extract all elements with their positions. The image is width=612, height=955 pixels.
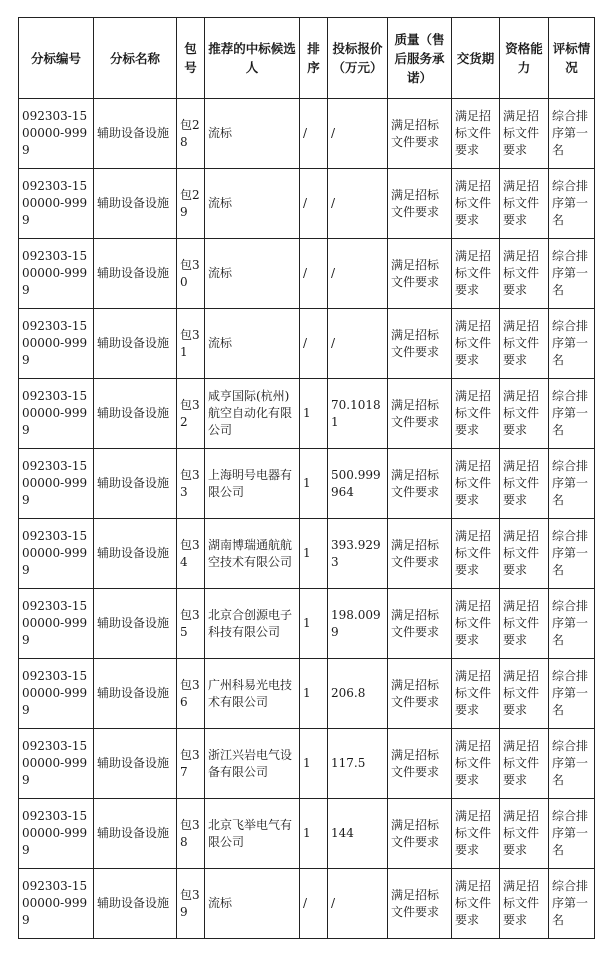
- delivery-cell: 满足招标文件要求: [452, 169, 500, 239]
- package-number-cell: 包36: [177, 659, 205, 729]
- qualification-cell: 满足招标文件要求: [500, 869, 549, 939]
- lot-name-cell: 辅助设备设施: [94, 869, 177, 939]
- bid-price-cell: 70.10181: [328, 379, 388, 449]
- table-row: [19, 519, 595, 589]
- header-rank: 排序: [300, 18, 328, 99]
- bid-price-cell: 393.9293: [328, 519, 388, 589]
- candidate-cell: 湖南博瑞通航航空技术有限公司: [205, 519, 300, 589]
- quality-cell: 满足招标文件要求: [388, 239, 452, 309]
- quality-cell: 满足招标文件要求: [388, 729, 452, 799]
- lot-number-cell: 092303-1500000-9999: [19, 99, 94, 169]
- qualification-cell: 满足招标文件要求: [500, 519, 549, 589]
- candidate-cell: 流标: [205, 239, 300, 309]
- lot-name-cell: 辅助设备设施: [94, 169, 177, 239]
- bid-price-cell: /: [328, 869, 388, 939]
- rank-cell: 1: [300, 799, 328, 869]
- evaluation-cell: 综合排序第一名: [549, 99, 595, 169]
- table-row: [19, 169, 595, 239]
- package-number-cell: 包33: [177, 449, 205, 519]
- lot-number-cell: 092303-1500000-9999: [19, 379, 94, 449]
- evaluation-cell: 综合排序第一名: [549, 309, 595, 379]
- header-quality: 质量（售后服务承诺）: [388, 18, 452, 99]
- evaluation-cell: 综合排序第一名: [549, 379, 595, 449]
- candidate-cell: 咸亨国际(杭州)航空自动化有限公司: [205, 379, 300, 449]
- quality-cell: 满足招标文件要求: [388, 519, 452, 589]
- evaluation-cell: 综合排序第一名: [549, 729, 595, 799]
- table-row: [19, 729, 595, 799]
- qualification-cell: 满足招标文件要求: [500, 169, 549, 239]
- lot-number-cell: 092303-1500000-9999: [19, 239, 94, 309]
- package-number-cell: 包34: [177, 519, 205, 589]
- evaluation-cell: 综合排序第一名: [549, 239, 595, 309]
- evaluation-cell: 综合排序第一名: [549, 589, 595, 659]
- header-lot-number: 分标编号: [19, 18, 94, 99]
- candidate-cell: 流标: [205, 169, 300, 239]
- bid-price-cell: /: [328, 239, 388, 309]
- qualification-cell: 满足招标文件要求: [500, 729, 549, 799]
- rank-cell: 1: [300, 449, 328, 519]
- lot-number-cell: 092303-1500000-9999: [19, 729, 94, 799]
- candidate-cell: 北京合创源电子科技有限公司: [205, 589, 300, 659]
- evaluation-cell: 综合排序第一名: [549, 449, 595, 519]
- lot-number-cell: 092303-1500000-9999: [19, 659, 94, 729]
- quality-cell: 满足招标文件要求: [388, 659, 452, 729]
- delivery-cell: 满足招标文件要求: [452, 519, 500, 589]
- delivery-cell: 满足招标文件要求: [452, 379, 500, 449]
- header-evaluation: 评标情况: [549, 18, 595, 99]
- rank-cell: /: [300, 309, 328, 379]
- lot-number-cell: 092303-1500000-9999: [19, 869, 94, 939]
- delivery-cell: 满足招标文件要求: [452, 449, 500, 519]
- table-row: [19, 449, 595, 519]
- bid-price-cell: 144: [328, 799, 388, 869]
- rank-cell: /: [300, 869, 328, 939]
- qualification-cell: 满足招标文件要求: [500, 379, 549, 449]
- lot-name-cell: 辅助设备设施: [94, 519, 177, 589]
- delivery-cell: 满足招标文件要求: [452, 729, 500, 799]
- qualification-cell: 满足招标文件要求: [500, 589, 549, 659]
- rank-cell: /: [300, 239, 328, 309]
- table-header-row: [19, 18, 595, 99]
- delivery-cell: 满足招标文件要求: [452, 589, 500, 659]
- evaluation-cell: 综合排序第一名: [549, 869, 595, 939]
- candidate-cell: 上海明号电器有限公司: [205, 449, 300, 519]
- qualification-cell: 满足招标文件要求: [500, 799, 549, 869]
- evaluation-cell: 综合排序第一名: [549, 519, 595, 589]
- package-number-cell: 包37: [177, 729, 205, 799]
- bid-price-cell: /: [328, 99, 388, 169]
- table-row: [19, 379, 595, 449]
- bid-results-table: [18, 17, 595, 939]
- table-row: [19, 659, 595, 729]
- rank-cell: 1: [300, 659, 328, 729]
- qualification-cell: 满足招标文件要求: [500, 659, 549, 729]
- delivery-cell: 满足招标文件要求: [452, 659, 500, 729]
- lot-name-cell: 辅助设备设施: [94, 799, 177, 869]
- candidate-cell: 广州科易光电技术有限公司: [205, 659, 300, 729]
- candidate-cell: 流标: [205, 869, 300, 939]
- lot-number-cell: 092303-1500000-9999: [19, 589, 94, 659]
- package-number-cell: 包30: [177, 239, 205, 309]
- quality-cell: 满足招标文件要求: [388, 169, 452, 239]
- quality-cell: 满足招标文件要求: [388, 309, 452, 379]
- lot-name-cell: 辅助设备设施: [94, 659, 177, 729]
- package-number-cell: 包28: [177, 99, 205, 169]
- bid-price-cell: /: [328, 309, 388, 379]
- rank-cell: 1: [300, 519, 328, 589]
- lot-name-cell: 辅助设备设施: [94, 99, 177, 169]
- bid-price-cell: 500.999964: [328, 449, 388, 519]
- qualification-cell: 满足招标文件要求: [500, 239, 549, 309]
- header-package-number: 包号: [177, 18, 205, 99]
- lot-name-cell: 辅助设备设施: [94, 449, 177, 519]
- bid-price-cell: 117.5: [328, 729, 388, 799]
- evaluation-cell: 综合排序第一名: [549, 659, 595, 729]
- delivery-cell: 满足招标文件要求: [452, 309, 500, 379]
- table-row: [19, 869, 595, 939]
- table-row: [19, 799, 595, 869]
- table-row: [19, 309, 595, 379]
- bid-price-cell: 206.8: [328, 659, 388, 729]
- table-row: [19, 589, 595, 659]
- header-delivery: 交货期: [452, 18, 500, 99]
- bid-price-cell: /: [328, 169, 388, 239]
- delivery-cell: 满足招标文件要求: [452, 799, 500, 869]
- candidate-cell: 浙江兴岩电气设备有限公司: [205, 729, 300, 799]
- table-row: [19, 239, 595, 309]
- candidate-cell: 流标: [205, 99, 300, 169]
- quality-cell: 满足招标文件要求: [388, 869, 452, 939]
- lot-name-cell: 辅助设备设施: [94, 729, 177, 799]
- quality-cell: 满足招标文件要求: [388, 379, 452, 449]
- candidate-cell: 北京飞举电气有限公司: [205, 799, 300, 869]
- lot-number-cell: 092303-1500000-9999: [19, 309, 94, 379]
- quality-cell: 满足招标文件要求: [388, 99, 452, 169]
- bid-price-cell: 198.0099: [328, 589, 388, 659]
- quality-cell: 满足招标文件要求: [388, 799, 452, 869]
- header-bid-price: 投标报价（万元）: [328, 18, 388, 99]
- lot-name-cell: 辅助设备设施: [94, 239, 177, 309]
- candidate-cell: 流标: [205, 309, 300, 379]
- lot-number-cell: 092303-1500000-9999: [19, 519, 94, 589]
- package-number-cell: 包39: [177, 869, 205, 939]
- quality-cell: 满足招标文件要求: [388, 589, 452, 659]
- header-lot-name: 分标名称: [94, 18, 177, 99]
- package-number-cell: 包35: [177, 589, 205, 659]
- qualification-cell: 满足招标文件要求: [500, 449, 549, 519]
- package-number-cell: 包29: [177, 169, 205, 239]
- evaluation-cell: 综合排序第一名: [549, 799, 595, 869]
- table-row: [19, 99, 595, 169]
- qualification-cell: 满足招标文件要求: [500, 99, 549, 169]
- header-recommended-candidate: 推荐的中标候选人: [205, 18, 300, 99]
- lot-number-cell: 092303-1500000-9999: [19, 799, 94, 869]
- delivery-cell: 满足招标文件要求: [452, 869, 500, 939]
- qualification-cell: 满足招标文件要求: [500, 309, 549, 379]
- package-number-cell: 包32: [177, 379, 205, 449]
- delivery-cell: 满足招标文件要求: [452, 99, 500, 169]
- delivery-cell: 满足招标文件要求: [452, 239, 500, 309]
- rank-cell: 1: [300, 379, 328, 449]
- header-qualification: 资格能力: [500, 18, 549, 99]
- lot-number-cell: 092303-1500000-9999: [19, 169, 94, 239]
- lot-name-cell: 辅助设备设施: [94, 309, 177, 379]
- lot-name-cell: 辅助设备设施: [94, 379, 177, 449]
- rank-cell: 1: [300, 729, 328, 799]
- rank-cell: /: [300, 169, 328, 239]
- lot-name-cell: 辅助设备设施: [94, 589, 177, 659]
- rank-cell: 1: [300, 589, 328, 659]
- rank-cell: /: [300, 99, 328, 169]
- package-number-cell: 包31: [177, 309, 205, 379]
- package-number-cell: 包38: [177, 799, 205, 869]
- lot-number-cell: 092303-1500000-9999: [19, 449, 94, 519]
- evaluation-cell: 综合排序第一名: [549, 169, 595, 239]
- quality-cell: 满足招标文件要求: [388, 449, 452, 519]
